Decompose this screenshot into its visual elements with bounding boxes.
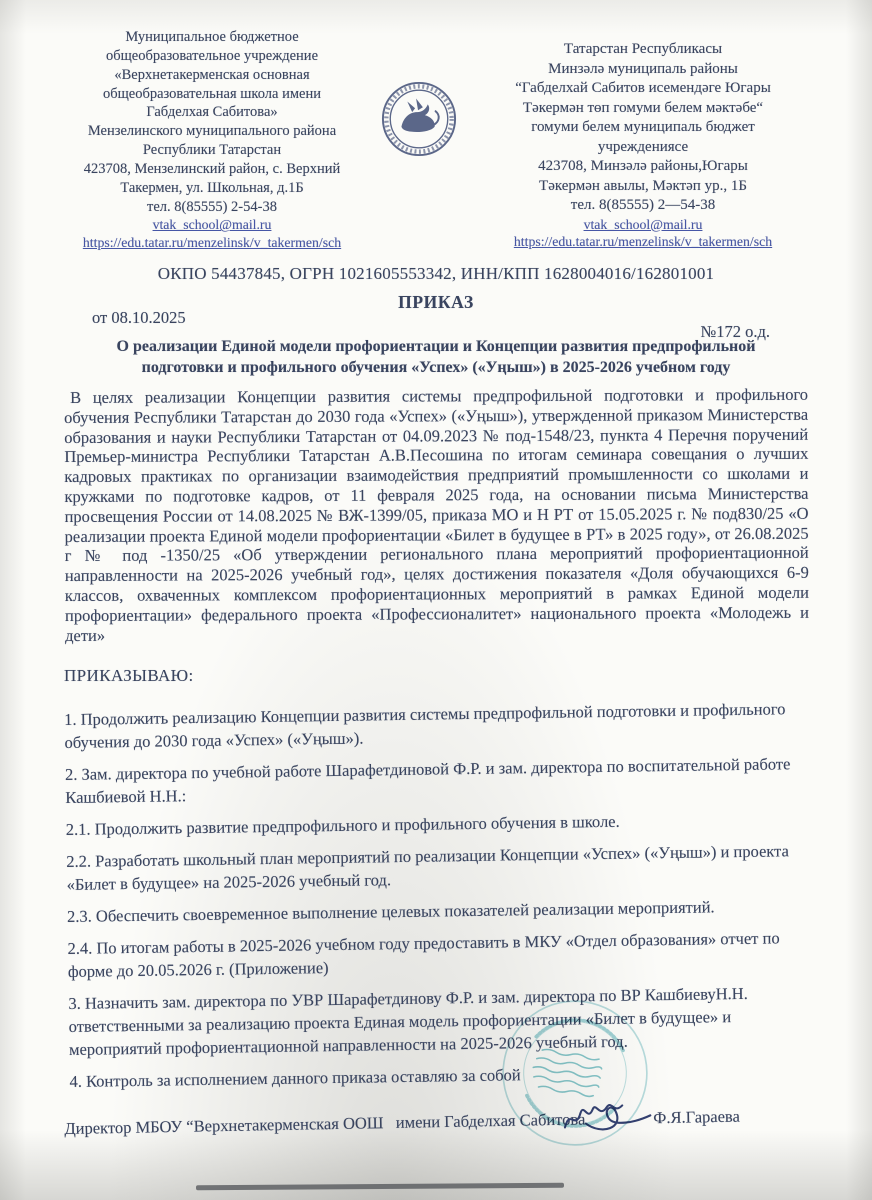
org-line: «Верхнетакерменская основная [114, 66, 310, 83]
org-line: Татарстан Республикасы [563, 41, 723, 57]
signature-row [64, 1091, 808, 1139]
org-line: Муниципальное бюджетное [125, 29, 299, 45]
org-info-tatar [478, 40, 808, 251]
org-line: тел. 8(85555) 2-54-38 [147, 198, 277, 215]
letterhead [64, 28, 808, 252]
org-line: Такермен, ул. Школьная, д.1Б [120, 179, 304, 196]
order-item: 1. Продолжить реализацию Концепции развития системы предпрофильной подготовки и профильного обучения до 2030 года «Успех» («Уңыш»). [64, 698, 786, 752]
org-line: Мензелинского муниципального района [87, 123, 337, 140]
org-line: “Габделхай Сабитов исемендәге Югары [515, 80, 771, 96]
order-preamble: В целях реализации Концепции развития системы предпрофильной подготовки и профильного обучения Республики Татарстан до 2030 года «Успех» («Уңыш»), утвержденной приказом Министерства образования и науки Республики Татарстан от 04.09.2023 № под-1548/23, пункта 4 Перечня поручений Премьер-министра Республики Татарстан А.В.Песошина по итогам семинара совещания о лучших кадровых практиках по организации взаимодействия предприятий промышленности со школами и кружками по подготовке кадров, от 11 февраля 2025 года, на основании письма Министерства просвещения России от 14.08.2025 № ВЖ-1399/05, приказа МО и Н РТ от 15.05.2025 г. № под830/25 «О реализации проекта Единой модели профориентации «Билет в будущее в РТ» в 2025 году», от 26.08.2025 г № под -1350/25 «Об утверждении регионального плана мероприятий профориентационной направленности на 2025-2026 учебный год», целях достижения показателя «Доля обучающихся 6-9 классов, охваченных комплексом профориентационных мероприятий в рамках Единой модели профориентации» федерального проекта «Профессионалитет» национального проекта «Молодежь и дети» [64, 385, 810, 645]
org-line: общеобразовательное учреждение [105, 47, 319, 64]
org-line: учреждениясе [597, 138, 689, 155]
order-item: 4. Контроль за исполнением данного приказа оставляю за собой [69, 1064, 521, 1091]
email-link[interactable]: vtak_school@mail.ru [152, 217, 272, 233]
order-title: ПРИКАЗ [398, 292, 474, 313]
director-role-line: Директор МБОУ “Верхнетакерменская ООШ имени Габделхая Сабитова [64, 1109, 586, 1138]
order-items [64, 697, 814, 1093]
order-number: №172 о.д. [700, 322, 770, 342]
director-name: Ф.Я.Гараева [653, 1106, 741, 1127]
org-info-russian [64, 28, 360, 252]
org-line: Тәкермән авылы, Мәктәп ур., 1Б [539, 177, 747, 194]
org-line: 423708, Минзәлә районы,Югары [538, 158, 748, 174]
order-item: 3. Назначить зам. директора по УВР Шарафетдинову Ф.Р. и зам. директора по ВР КашбиевуН.Н. ответственными за реализацию проекта Единая модель профориентации «Билет в будущее» и мероприятий профориентационной направленности на 2025-2026 учебный год. [68, 983, 748, 1059]
order-heading [64, 292, 808, 342]
order-item: 2.3. Обеспечить своевременное выполнение целевых показателей реализации мероприятий. [66, 897, 715, 926]
org-line: Республики Татарстан [142, 142, 282, 159]
round-stamp-icon [487, 985, 663, 1161]
org-line: общеобразовательная школа имени [103, 85, 321, 102]
org-line: гомуми белем муниципаль бюджет [531, 119, 755, 135]
org-line: Минзәлә муниципаль районы [548, 60, 738, 77]
order-item: 2. Зам. директора по учебной работе Шарафетдиновой Ф.Р. и зам. директора по воспитательной работе Кашбиевой Н.Н.: [64, 753, 791, 807]
org-requisites: ОКПО 54437845, ОГРН 1021605553342, ИНН/КПП 1628004016/162801001 [157, 264, 715, 284]
order-date: от 08.10.2025 [92, 308, 186, 328]
order-subject: О реализации Единой модели профориентации и Концепции развития предпрофильной подготовки и профильного обучения «Успех» («Уңыш») в 2025-2026 учебном году [116, 338, 756, 377]
order-item: 2.2. Разработать школьный план мероприятий по реализации Концепции «Успех» («Уңыш») и проекта «Билет в будущее» на 2025-2026 учебный год. [66, 840, 789, 894]
site-link[interactable]: https://edu.tatar.ru/menzelinsk/v_takermen/sch [82, 235, 342, 251]
org-line: Тәкермән төп гомуми белем мәктәбе“ [522, 99, 764, 116]
order-item: 2.4. По итогам работы в 2025-2026 учебном году предоставить в МКУ «Отдел образования» отчет по форме до 20.05.2026 г. (Приложение) [67, 928, 780, 981]
scan-artifact-line [196, 1183, 564, 1191]
email-link[interactable]: vtak_school@mail.ru [583, 216, 703, 232]
site-link[interactable]: https://edu.tatar.ru/menzelinsk/v_takermen/sch [513, 234, 773, 250]
org-line: 423708, Мензелинский район, с. Верхний [83, 160, 341, 177]
resolution-label: ПРИКАЗЫВАЮ: [64, 665, 194, 685]
tatarstan-emblem-icon [380, 80, 458, 158]
org-line: тел. 8(85555) 2—54-38 [570, 197, 716, 213]
order-item: 2.1. Продолжить развитие предпрофильного и профильного обучения в школе. [65, 811, 620, 839]
org-line: Габделхая Сабитова» [146, 104, 278, 121]
